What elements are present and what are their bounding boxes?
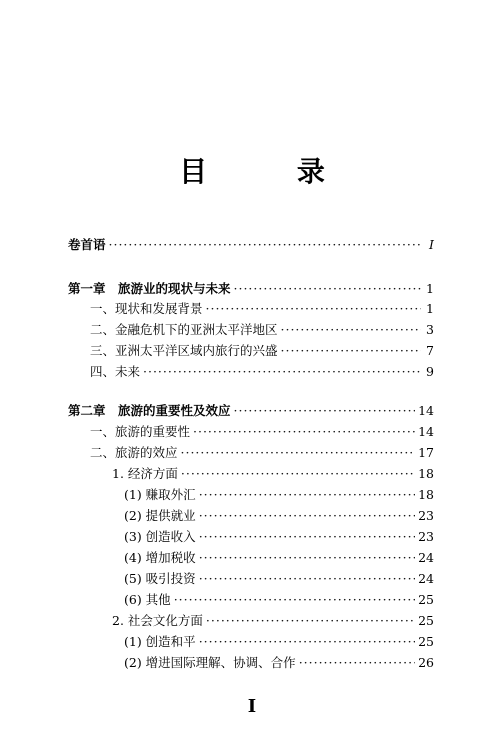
leader-dots bbox=[109, 237, 421, 253]
toc-entry-page: 14 bbox=[418, 403, 434, 418]
toc-entry-page: 7 bbox=[426, 343, 434, 358]
toc-entry-item bbox=[124, 550, 434, 566]
toc-entry-item bbox=[124, 634, 434, 650]
leader-dots bbox=[199, 487, 415, 503]
leader-dots bbox=[174, 592, 415, 608]
leader-dots bbox=[234, 403, 416, 419]
leader-dots bbox=[299, 655, 415, 671]
toc-entry-page: 9 bbox=[426, 364, 434, 379]
toc-entry-label: (1) 赚取外汇 bbox=[124, 487, 196, 502]
toc-entry-label: 第一章 旅游业的现状与未来 bbox=[68, 281, 231, 296]
toc-entry-section bbox=[90, 445, 434, 461]
toc-entry-page: 14 bbox=[418, 424, 434, 439]
toc-entry-item bbox=[124, 529, 434, 545]
toc-entry-page: 23 bbox=[418, 529, 434, 544]
toc-entry-label: 第二章 旅游的重要性及效应 bbox=[68, 403, 231, 418]
page-title: 目 录 bbox=[179, 155, 365, 188]
leader-dots bbox=[199, 571, 415, 587]
toc-entry-label: (1) 创造和平 bbox=[124, 634, 196, 649]
toc-entry-label: 卷首语 bbox=[68, 237, 106, 252]
leader-dots bbox=[234, 281, 421, 297]
toc-entry-page: 3 bbox=[426, 322, 434, 337]
toc-entry-chapter-1 bbox=[68, 281, 434, 297]
toc-entry-page: 1 bbox=[426, 301, 434, 316]
toc-entry-page: 25 bbox=[418, 613, 434, 628]
toc-entry-label: 一、现状和发展背景 bbox=[90, 301, 203, 316]
toc-entry-subsection bbox=[112, 613, 434, 629]
toc-entry-label: (2) 增进国际理解、协调、合作 bbox=[124, 655, 296, 670]
toc-entry-page: 1 bbox=[426, 281, 434, 296]
toc-entry-preface bbox=[68, 237, 434, 253]
toc-entry-page: 25 bbox=[418, 592, 434, 607]
toc-entry-page: 18 bbox=[418, 487, 434, 502]
toc-entry-section bbox=[90, 343, 434, 359]
toc-entry-label: (5) 吸引投资 bbox=[124, 571, 196, 586]
leader-dots bbox=[206, 301, 421, 317]
toc-entry-page: 17 bbox=[418, 445, 434, 460]
leader-dots bbox=[181, 445, 416, 461]
toc-entry-page: 25 bbox=[418, 634, 434, 649]
leader-dots bbox=[199, 634, 415, 650]
toc-entry-item bbox=[124, 655, 434, 671]
page-number: I bbox=[247, 696, 257, 717]
leader-dots bbox=[199, 529, 415, 545]
toc-entry-section bbox=[90, 424, 434, 440]
toc-entry-label: (6) 其他 bbox=[124, 592, 171, 607]
toc-entry-item bbox=[124, 508, 434, 524]
toc-entry-chapter-2 bbox=[68, 403, 434, 419]
toc-entry-label: (2) 提供就业 bbox=[124, 508, 196, 523]
toc-entry-label: 2. 社会文化方面 bbox=[112, 613, 203, 628]
toc-entry-label: 二、金融危机下的亚洲太平洋地区 bbox=[90, 322, 278, 337]
toc-entry-page: 18 bbox=[418, 466, 434, 481]
toc-entry-page: 24 bbox=[418, 571, 434, 586]
toc-entry-page: 24 bbox=[418, 550, 434, 565]
leader-dots bbox=[281, 343, 421, 359]
toc-entry-label: 一、旅游的重要性 bbox=[90, 424, 191, 439]
leader-dots bbox=[281, 322, 421, 338]
toc-entry-label: 二、旅游的效应 bbox=[90, 445, 178, 460]
leader-dots bbox=[199, 550, 415, 566]
leader-dots bbox=[193, 424, 415, 440]
leader-dots bbox=[199, 508, 415, 524]
toc-entry-section bbox=[90, 322, 434, 338]
toc-entry-subsection bbox=[112, 466, 434, 482]
toc-entry-label: 三、亚洲太平洋区域内旅行的兴盛 bbox=[90, 343, 278, 358]
toc-entry-label: (3) 创造收入 bbox=[124, 529, 196, 544]
toc-entry-page: 26 bbox=[418, 655, 434, 670]
toc-entry-item bbox=[124, 571, 434, 587]
toc-entry-item bbox=[124, 592, 434, 608]
toc-entry-section bbox=[90, 301, 434, 317]
toc-entry-page: I bbox=[429, 237, 434, 252]
toc-entry-label: 四、未来 bbox=[90, 364, 141, 379]
leader-dots bbox=[206, 613, 415, 629]
leader-dots bbox=[143, 364, 421, 380]
toc-entry-label: 1. 经济方面 bbox=[112, 466, 178, 481]
toc-entry-section bbox=[90, 364, 434, 380]
leader-dots bbox=[181, 466, 415, 482]
toc-entry-item bbox=[124, 487, 434, 503]
toc-entry-label: (4) 增加税收 bbox=[124, 550, 196, 565]
toc-entry-page: 23 bbox=[418, 508, 434, 523]
